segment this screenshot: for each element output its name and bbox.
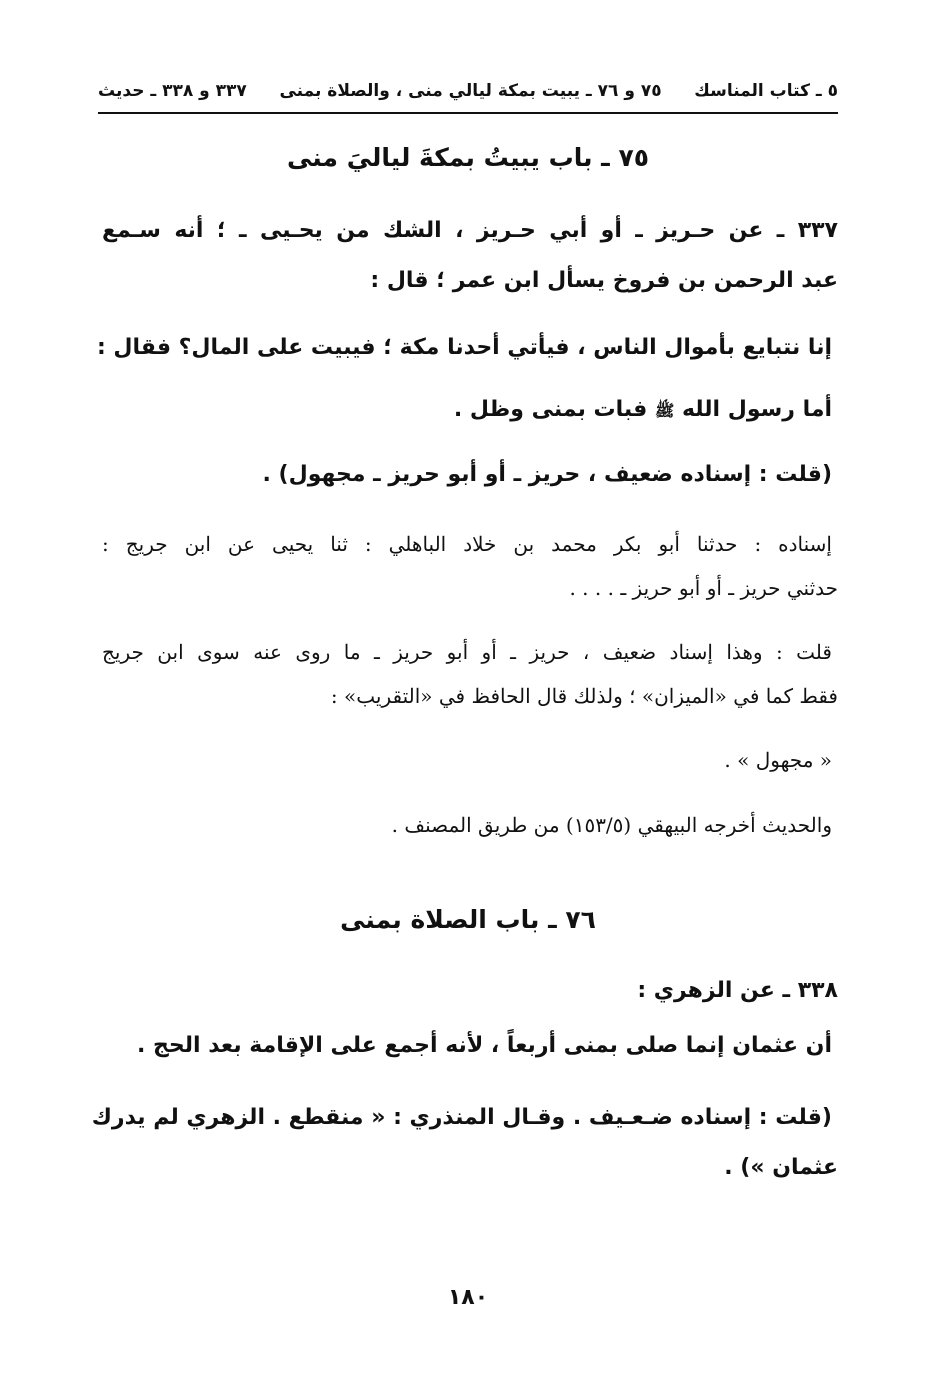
hadith-337-comment-line-1: قلت : وهذا إسناد ضعيف ، حريز ـ أو أبو حريز ـ ما روى عنه سوى ابن جريج	[102, 640, 832, 664]
hadith-337-isnad-line-2: حدثني حريز ـ أو أبو حريز ـ . . . .	[569, 576, 838, 600]
header-chapter-titles: ٧٥ و ٧٦ ـ يبيت بمكة ليالي منى ، والصلاة بمنى	[279, 81, 662, 101]
hadith-337-text-2a: أما رسول الله	[681, 397, 832, 422]
chapter-76-heading: ٧٦ ـ باب الصلاة بمنى	[340, 905, 596, 934]
hadith-337-takhrij: والحديث أخرجه البيهقي (١٥٣/٥) من طريق المصنف .	[391, 813, 832, 837]
header-hadith-range: ٣٣٧ و ٣٣٨ ـ حديث	[98, 81, 247, 101]
page-number: ١٨٠	[447, 1285, 489, 1310]
chapter-75-heading: ٧٥ ـ باب يبيتُ بمكةَ لياليَ منى	[287, 143, 649, 172]
hadith-338-text: أن عثمان إنما صلى بمنى أربعاً ، لأنه أجمع على الإقامة بعد الحج .	[137, 1033, 832, 1058]
header-book-title: ٥ ـ كتاب المناسك	[694, 81, 838, 101]
hadith-338-grading-line-1: (قلت : إسناده ضـعـيف . وقـال المنذري : « منقطع . الزهري لم يدرك	[91, 1105, 832, 1130]
hadith-337-text-1: إنا نتبايع بأموال الناس ، فيأتي أحدنا مكة ؛ فيبيت على المال؟ فقال :	[96, 335, 832, 360]
running-header	[98, 74, 838, 108]
hadith-337-line-1: ٣٣٧ ـ عن حـريز ـ أو أبي حـريز ، الشك من يحـيى ـ ؛ أنه سـمع	[102, 218, 838, 243]
header-divider	[98, 112, 838, 114]
hadith-338-line-1: ٣٣٨ ـ عن الزهري :	[637, 978, 838, 1003]
hadith-337-comment-line-2: فقط كما في «الميزان» ؛ ولذلك قال الحافظ في «التقريب» :	[330, 684, 838, 708]
hadith-337-isnad-line-1: إسناده : حدثنا أبو بكر محمد بن خلاد الباهلي : ثنا يحيى عن ابن جريج :	[102, 532, 832, 556]
hadith-338-grading-line-2: عثمان ») .	[724, 1155, 838, 1180]
hadith-337-quote: « مجهول » .	[724, 748, 832, 772]
hadith-337-text-2	[96, 397, 832, 424]
hadith-337-text-2b: فبات بمنى وظل .	[453, 397, 648, 422]
hadith-337-grading: (قلت : إسناده ضعيف ، حريز ـ أو أبو حريز ـ مجهول) .	[262, 462, 832, 487]
hadith-337-line-2: عبد الرحمن بن فروخ يسأل ابن عمر ؛ قال :	[370, 268, 838, 293]
salawat-glyph: ﷺ	[654, 401, 675, 420]
